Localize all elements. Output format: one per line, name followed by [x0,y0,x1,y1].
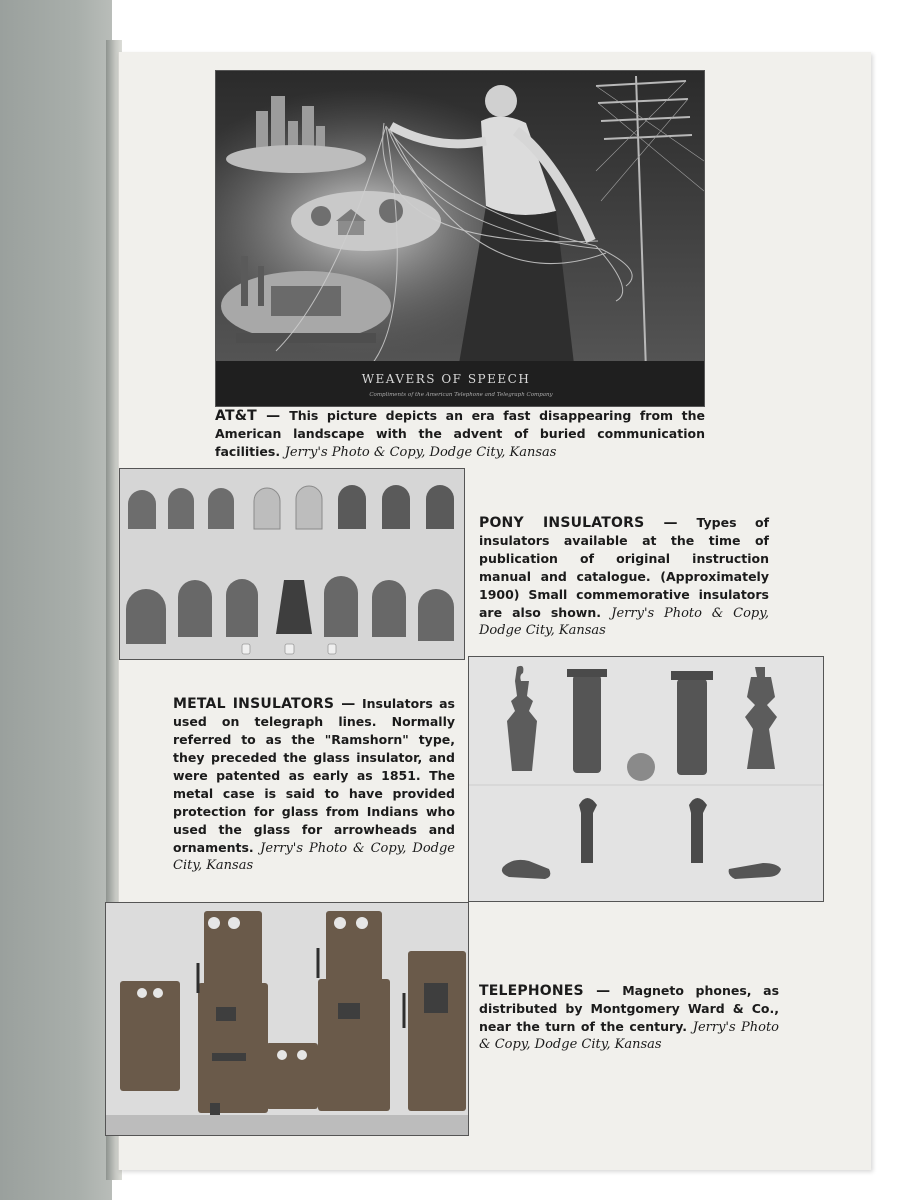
att-banner-title: WEAVERS OF SPEECH [361,372,531,386]
telephones-caption-lead: TELEPHONES — [479,983,611,999]
att-caption-lead: AT&T — [215,408,281,424]
telephones-caption [479,982,779,1053]
left-page-edge [0,0,112,1200]
pony-insulators-caption [479,514,769,639]
booklet-page [118,52,871,1170]
att-weavers-of-speech-photo [215,70,705,407]
att-banner-subtitle: Compliments of the American Telephone and Telegraph Company [369,392,553,398]
metal-caption-lead: METAL INSULATORS — [173,696,356,712]
pony-caption-body: Types of insulators available at the time of publication of original instruction manual and catalogue. (Approximately 1900) Small commemorative insulators are also shown. [479,515,770,620]
metal-insulators-photo [468,656,824,902]
pony-caption-credit: Jerry's Photo & Copy, Dodge City, Kansas [479,606,769,638]
att-caption [215,407,705,461]
att-caption-credit: Jerry's Photo & Copy, Dodge City, Kansas [284,445,557,460]
telephones-photo [105,902,469,1136]
metal-insulators-caption [173,695,455,874]
metal-caption-credit: Jerry's Photo & Copy, Dodge City, Kansas [173,841,456,873]
telephones-caption-body: Magneto phones, as distributed by Montgomery Ward & Co., near the turn of the century. [479,983,780,1034]
telephones-caption-credit: Jerry's Photo & Copy, Dodge City, Kansas [479,1020,779,1052]
att-caption-body: This picture depicts an era fast disappearing from the American landscape with the advent of buried communication facilities. [215,408,705,459]
pony-caption-lead: PONY INSULATORS — [479,515,678,531]
pony-insulators-photo [119,468,465,660]
metal-caption-body: Insulators as used on telegraph lines. Normally referred to as the "Ramshorn" type, they preceded the glass insulator, and were patented as early as 1851. The metal case is said to have provided protection for glass from Indians who used the glass for arrowheads and ornaments. [173,696,455,855]
